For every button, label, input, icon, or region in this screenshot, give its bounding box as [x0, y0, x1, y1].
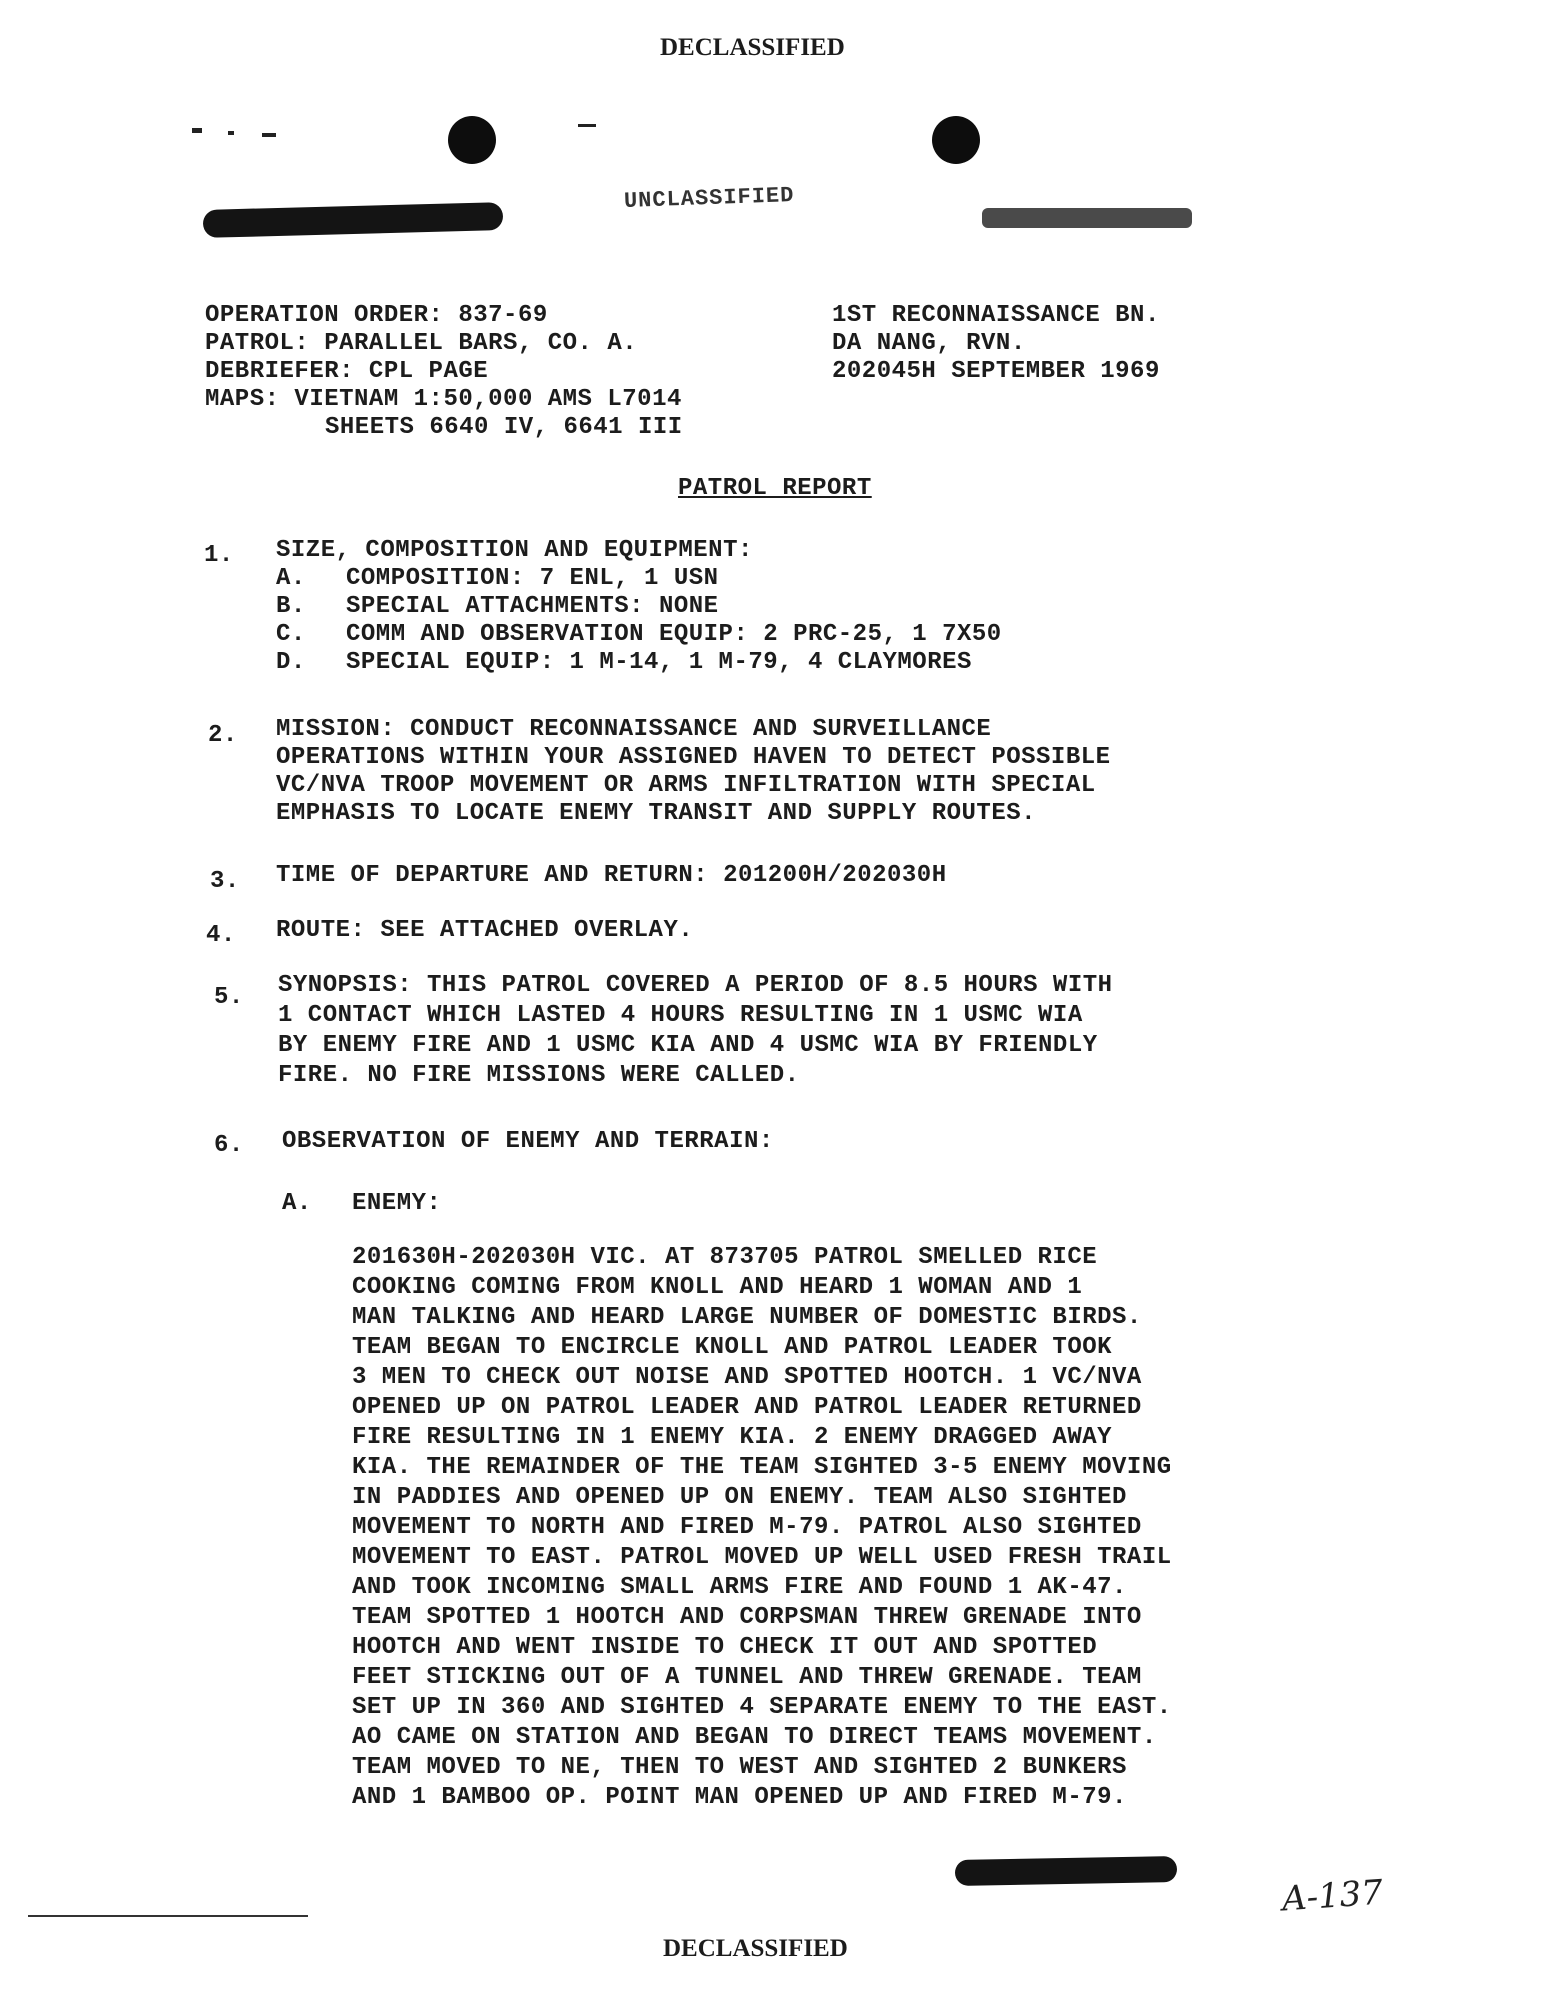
section-5-line: 1 CONTACT WHICH LASTED 4 HOURS RESULTING IN 1 USMC WIA	[278, 1002, 1083, 1029]
narrative-line: OPENED UP ON PATROL LEADER AND PATROL LEADER RETURNED	[352, 1394, 1142, 1421]
narrative-line: MOVEMENT TO EAST. PATROL MOVED UP WELL USED FRESH TRAIL	[352, 1544, 1172, 1571]
section-2-line: OPERATIONS WITHIN YOUR ASSIGNED HAVEN TO DETECT POSSIBLE	[276, 744, 1111, 771]
narrative-line: SET UP IN 360 AND SIGHTED 4 SEPARATE ENEMY TO THE EAST.	[352, 1694, 1172, 1721]
speck	[192, 128, 202, 133]
map-sheets: SHEETS 6640 IV, 6641 III	[325, 414, 683, 441]
redaction-bar-bottom	[955, 1856, 1177, 1886]
punch-hole-left	[448, 116, 496, 164]
narrative-line: TEAM BEGAN TO ENCIRCLE KNOLL AND PATROL LEADER TOOK	[352, 1334, 1113, 1361]
speck	[578, 124, 596, 127]
section-5-line: BY ENEMY FIRE AND 1 USMC KIA AND 4 USMC WIA BY FRIENDLY	[278, 1032, 1098, 1059]
narrative-line: FIRE RESULTING IN 1 ENEMY KIA. 2 ENEMY DRAGGED AWAY	[352, 1424, 1113, 1451]
operation-order: OPERATION ORDER: 837-69	[205, 302, 548, 329]
speck	[228, 131, 234, 135]
narrative-line: AND 1 BAMBOO OP. POINT MAN OPENED UP AND FIRED M-79.	[352, 1784, 1127, 1811]
classification-marking: UNCLASSIFIED	[623, 183, 795, 214]
narrative-line: AO CAME ON STATION AND BEGAN TO DIRECT TEAMS MOVEMENT.	[352, 1724, 1157, 1751]
narrative-line: FEET STICKING OUT OF A TUNNEL AND THREW GRENADE. TEAM	[352, 1664, 1142, 1691]
section-1-title: SIZE, COMPOSITION AND EQUIPMENT:	[276, 537, 753, 564]
narrative-line: AND TOOK INCOMING SMALL ARMS FIRE AND FOUND 1 AK-47.	[352, 1574, 1127, 1601]
narrative-line: KIA. THE REMAINDER OF THE TEAM SIGHTED 3-5 ENEMY MOVING	[352, 1454, 1172, 1481]
section-4-number: 4.	[206, 922, 236, 949]
section-4-text: ROUTE: SEE ATTACHED OVERLAY.	[276, 917, 694, 944]
unit: 1ST RECONNAISSANCE BN.	[832, 302, 1160, 329]
narrative-line: IN PADDIES AND OPENED UP ON ENEMY. TEAM ALSO SIGHTED	[352, 1484, 1127, 1511]
declassified-stamp-top: DECLASSIFIED	[660, 34, 845, 61]
narrative-line: 201630H-202030H VIC. AT 873705 PATROL SMELLED RICE	[352, 1244, 1098, 1271]
section-2-line: VC/NVA TROOP MOVEMENT OR ARMS INFILTRATION WITH SPECIAL	[276, 772, 1096, 799]
section-1c-text: COMM AND OBSERVATION EQUIP: 2 PRC-25, 1 7X50	[346, 621, 1002, 648]
section-1b-letter: B.	[276, 593, 306, 620]
section-3-text: TIME OF DEPARTURE AND RETURN: 201200H/202030H	[276, 862, 947, 889]
section-6-title: OBSERVATION OF ENEMY AND TERRAIN:	[282, 1128, 774, 1155]
redaction-bar-right	[982, 208, 1192, 228]
narrative-line: MAN TALKING AND HEARD LARGE NUMBER OF DOMESTIC BIRDS.	[352, 1304, 1142, 1331]
section-1b-text: SPECIAL ATTACHMENTS: NONE	[346, 593, 719, 620]
date-time-group: 202045H SEPTEMBER 1969	[832, 358, 1160, 385]
section-6a-title: ENEMY:	[352, 1190, 442, 1217]
speck	[262, 133, 276, 137]
narrative-line: TEAM SPOTTED 1 HOOTCH AND CORPSMAN THREW GRENADE INTO	[352, 1604, 1142, 1631]
maps: MAPS: VIETNAM 1:50,000 AMS L7014	[205, 386, 682, 413]
page-edge-line	[28, 1915, 308, 1917]
section-6a-letter: A.	[282, 1190, 312, 1217]
narrative-line: TEAM MOVED TO NE, THEN TO WEST AND SIGHTED 2 BUNKERS	[352, 1754, 1127, 1781]
report-title: PATROL REPORT	[678, 475, 872, 502]
narrative-line: MOVEMENT TO NORTH AND FIRED M-79. PATROL ALSO SIGHTED	[352, 1514, 1142, 1541]
section-5-number: 5.	[214, 984, 244, 1011]
narrative-line: HOOTCH AND WENT INSIDE TO CHECK IT OUT AND SPOTTED	[352, 1634, 1098, 1661]
location: DA NANG, RVN.	[832, 330, 1026, 357]
section-6-number: 6.	[214, 1132, 244, 1159]
patrol-name: PATROL: PARALLEL BARS, CO. A.	[205, 330, 638, 357]
debriefer: DEBRIEFER: CPL PAGE	[205, 358, 489, 385]
narrative-line: 3 MEN TO CHECK OUT NOISE AND SPOTTED HOOTCH. 1 VC/NVA	[352, 1364, 1142, 1391]
punch-hole-right	[932, 116, 980, 164]
section-5-line: SYNOPSIS: THIS PATROL COVERED A PERIOD OF 8.5 HOURS WITH	[278, 972, 1113, 999]
enemy-narrative	[352, 1243, 1352, 1813]
redaction-bar-left	[203, 202, 504, 238]
section-1a-text: COMPOSITION: 7 ENL, 1 USN	[346, 565, 719, 592]
section-1a-letter: A.	[276, 565, 306, 592]
section-2-number: 2.	[208, 722, 238, 749]
section-1d-letter: D.	[276, 649, 306, 676]
section-2-line: MISSION: CONDUCT RECONNAISSANCE AND SURVEILLANCE	[276, 716, 992, 743]
page-number: A-137	[1280, 1872, 1385, 1920]
declassified-stamp-bottom: DECLASSIFIED	[663, 1935, 848, 1962]
section-1-number: 1.	[204, 542, 234, 569]
section-2-line: EMPHASIS TO LOCATE ENEMY TRANSIT AND SUPPLY ROUTES.	[276, 800, 1037, 827]
section-5-line: FIRE. NO FIRE MISSIONS WERE CALLED.	[278, 1062, 800, 1089]
narrative-line: COOKING COMING FROM KNOLL AND HEARD 1 WOMAN AND 1	[352, 1274, 1083, 1301]
section-1d-text: SPECIAL EQUIP: 1 M-14, 1 M-79, 4 CLAYMORES	[346, 649, 972, 676]
section-1c-letter: C.	[276, 621, 306, 648]
section-3-number: 3.	[210, 868, 240, 895]
